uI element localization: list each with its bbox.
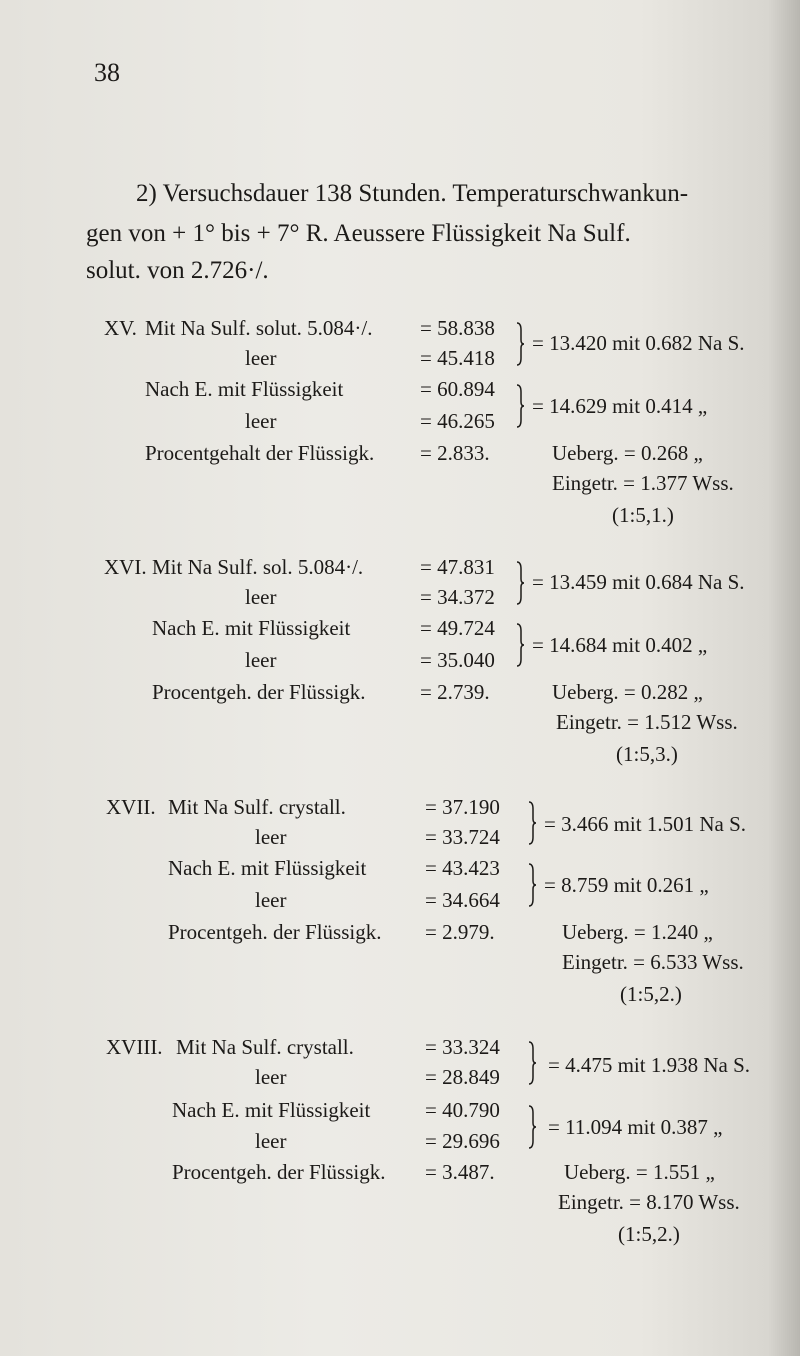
sample-value: = 58.838 xyxy=(420,316,495,340)
percentage-label: Procentgeh. der Flüssigk. xyxy=(172,1160,386,1184)
difference-result: = 11.094 mit 0.387 „ xyxy=(548,1115,723,1139)
sample-value: = 37.190 xyxy=(425,795,500,819)
sample-value: = 33.324 xyxy=(425,1035,500,1059)
empty-label: leer xyxy=(255,1065,287,1089)
sample-description: Mit Na Sulf. sol. 5.084·/. xyxy=(152,555,364,579)
empty-value: = 34.372 xyxy=(420,585,495,609)
after-experiment-value: = 43.423 xyxy=(425,856,500,880)
percentage-label: Procentgehalt der Flüssigk. xyxy=(145,441,375,465)
difference-result: = 4.475 mit 1.938 Na S. xyxy=(548,1053,751,1077)
brace xyxy=(528,1041,536,1085)
percentage-value: = 3.487. xyxy=(425,1160,495,1184)
ratio: (1:5,3.) xyxy=(616,742,678,766)
transferred-value: Ueberg. = 1.551 „ xyxy=(564,1160,715,1184)
brace xyxy=(516,561,524,605)
brace xyxy=(516,384,524,428)
empty-label: leer xyxy=(255,888,287,912)
percentage-value: = 2.979. xyxy=(425,920,495,944)
difference-result: = 14.629 mit 0.414 „ xyxy=(532,394,708,418)
experiment-number: XV. xyxy=(104,316,137,340)
empty-label: leer xyxy=(255,825,287,849)
percentage-label: Procentgeh. der Flüssigk. xyxy=(152,680,366,704)
percentage-value: = 2.833. xyxy=(420,441,490,465)
empty-label: leer xyxy=(245,409,277,433)
empty-label: leer xyxy=(245,585,277,609)
after-experiment-label: Nach E. mit Flüssigkeit xyxy=(172,1098,371,1122)
after-experiment-label: Nach E. mit Flüssigkeit xyxy=(145,377,344,401)
after-experiment-value: = 40.790 xyxy=(425,1098,500,1122)
empty-value: = 28.849 xyxy=(425,1065,500,1089)
heading-line-1: 2) Versuchsdauer 138 Stunden. Temperaturschwankun- xyxy=(136,180,689,207)
empty-label: leer xyxy=(255,1129,287,1153)
difference-result: = 8.759 mit 0.261 „ xyxy=(544,873,709,897)
sample-description: Mit Na Sulf. crystall. xyxy=(168,795,346,819)
difference-result: = 13.420 mit 0.682 Na S. xyxy=(532,331,745,355)
empty-value: = 34.664 xyxy=(425,888,500,912)
brace xyxy=(516,322,524,366)
entered-value: Eingetr. = 1.512 Wss. xyxy=(556,710,738,734)
heading-line-2: gen von + 1° bis + 7° R. Aeussere Flüssigkeit Na Sulf. xyxy=(86,220,631,247)
after-experiment-label: Nach E. mit Flüssigkeit xyxy=(168,856,367,880)
after-experiment-label: Nach E. mit Flüssigkeit xyxy=(152,616,351,640)
transferred-value: Ueberg. = 0.268 „ xyxy=(552,441,703,465)
empty-value: = 29.696 xyxy=(425,1129,500,1153)
page-number: 38 xyxy=(94,58,120,87)
brace xyxy=(528,863,536,907)
brace xyxy=(516,623,524,667)
difference-result: = 3.466 mit 1.501 Na S. xyxy=(544,812,747,836)
ratio: (1:5,1.) xyxy=(612,503,674,527)
empty-value: = 35.040 xyxy=(420,648,495,672)
transferred-value: Ueberg. = 1.240 „ xyxy=(562,920,713,944)
empty-value: = 46.265 xyxy=(420,409,495,433)
after-experiment-value: = 60.894 xyxy=(420,377,495,401)
sample-description: Mit Na Sulf. crystall. xyxy=(176,1035,354,1059)
entered-value: Eingetr. = 6.533 Wss. xyxy=(562,950,744,974)
entered-value: Eingetr. = 8.170 Wss. xyxy=(558,1190,740,1214)
empty-value: = 45.418 xyxy=(420,346,495,370)
heading-line-3: solut. von 2.726·/. xyxy=(86,257,269,284)
entered-value: Eingetr. = 1.377 Wss. xyxy=(552,471,734,495)
difference-result: = 13.459 mit 0.684 Na S. xyxy=(532,570,745,594)
empty-value: = 33.724 xyxy=(425,825,500,849)
after-experiment-value: = 49.724 xyxy=(420,616,495,640)
empty-label: leer xyxy=(245,346,277,370)
experiment-number: XVI. xyxy=(104,555,147,579)
difference-result: = 14.684 mit 0.402 „ xyxy=(532,633,708,657)
ratio: (1:5,2.) xyxy=(618,1222,680,1246)
brace xyxy=(528,1105,536,1149)
transferred-value: Ueberg. = 0.282 „ xyxy=(552,680,703,704)
sample-description: Mit Na Sulf. solut. 5.084·/. xyxy=(145,316,373,340)
percentage-label: Procentgeh. der Flüssigk. xyxy=(168,920,382,944)
experiment-number: XVII. xyxy=(106,795,156,819)
sample-value: = 47.831 xyxy=(420,555,495,579)
empty-label: leer xyxy=(245,648,277,672)
brace xyxy=(528,801,536,845)
ratio: (1:5,2.) xyxy=(620,982,682,1006)
experiment-number: XVIII. xyxy=(106,1035,163,1059)
percentage-value: = 2.739. xyxy=(420,680,490,704)
